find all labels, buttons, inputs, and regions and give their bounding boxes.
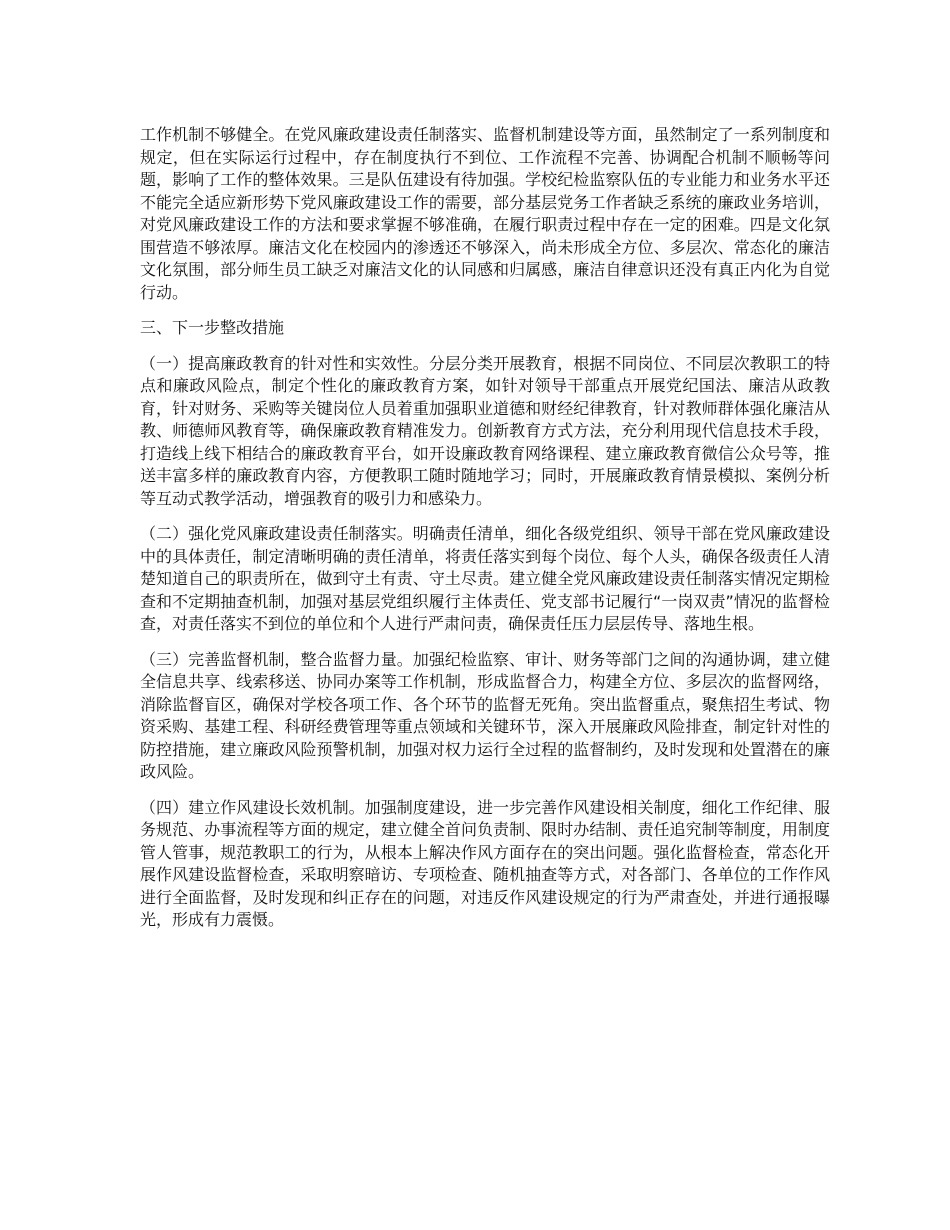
paragraph-measure-3: （三）完善监督机制，整合监督力量。加强纪检监察、审计、财务等部门之间的沟通协调，建立健全信息共享、线索移送、协同办案等工作机制，形成监督合力，构建全方位、多层次的监督网络，消除监督盲区，确保对学校各项工作、各个环节的监督无死角。突出监督重点，聚焦招生考试、物资采购、基建工程、科研经费管理等重点领域和关键环节，深入开展廉政风险排查，制定针对性的防控措施，建立廉政风险预警机制，加强对权力运行全过程的监督制约，及时发现和处置潜在的廉政风险。: [140, 649, 830, 781]
section-heading-rectification: 三、下一步整改措施: [140, 318, 285, 337]
paragraph-problems-continued: 工作机制不够健全。在党风廉政建设责任制落实、监督机制建设等方面，虽然制定了一系列制度和规定，但在实际运行过程中，存在制度执行不到位、工作流程不完善、协调配合机制不顺畅等问题，影响了工作的整体效果。三是队伍建设有待加强。学校纪检监察队伍的专业能力和业务水平还不能完全适应新形势下党风廉政建设工作的需要，部分基层党务工作者缺乏系统的廉政业务培训，对党风廉政建设工作的方法和要求掌握不够准确，在履行职责过程中存在一定的困难。四是文化氛围营造不够浓厚。廉洁文化在校园内的渗透还不够深入，尚未形成全方位、多层次、常态化的廉洁文化氛围，部分师生员工缺乏对廉洁文化的认同感和归属感，廉洁自律意识还没有真正内化为自觉行动。: [140, 125, 830, 302]
paragraph-measure-1: （一）提高廉政教育的针对性和实效性。分层分类开展教育，根据不同岗位、不同层次教职工的特点和廉政风险点，制定个性化的廉政教育方案，如针对领导干部重点开展党纪国法、廉洁从政教育，针对财务、采购等关键岗位人员着重加强职业道德和财经纪律教育，针对教师群体强化廉洁从教、师德师风教育等，确保廉政教育精准发力。创新教育方式方法，充分利用现代信息技术手段，打造线上线下相结合的廉政教育平台，如开设廉政教育网络课程、建立廉政教育微信公众号等，推送丰富多样的廉政教育内容，方便教职工随时随地学习；同时，开展廉政教育情景模拟、案例分析等互动式教学活动，增强教育的吸引力和感染力。: [140, 353, 830, 508]
paragraph-measure-4: （四）建立作风建设长效机制。加强制度建设，进一步完善作风建设相关制度，细化工作纪律、服务规范、办事流程等方面的规定，建立健全首问负责制、限时办结制、责任追究制等制度，用制度管人管事，规范教职工的行为，从根本上解决作风方面存在的突出问题。强化监督检查，常态化开展作风建设监督检查，采取明察暗访、专项检查、随机抽查等方式，对各部门、各单位的工作作风进行全面监督，及时发现和纠正存在的问题，对违反作风建设规定的行为严肃查处，并进行通报曝光，形成有力震慑。: [140, 797, 830, 929]
document-body: [140, 124, 830, 945]
paragraph-measure-2: （二）强化党风廉政建设责任制落实。明确责任清单，细化各级党组织、领导干部在党风廉政建设中的具体责任，制定清晰明确的责任清单，将责任落实到每个岗位、每个人头，确保各级责任人清楚知道自己的职责所在，做到守土有责、守土尽责。建立健全党风廉政建设责任制落实情况定期检查和不定期抽查机制，加强对基层党组织履行主体责任、党支部书记履行“一岗双责”情况的监督检查，对责任落实不到位的单位和个人进行严肃问责，确保责任压力层层传导、落地生根。: [140, 524, 830, 633]
